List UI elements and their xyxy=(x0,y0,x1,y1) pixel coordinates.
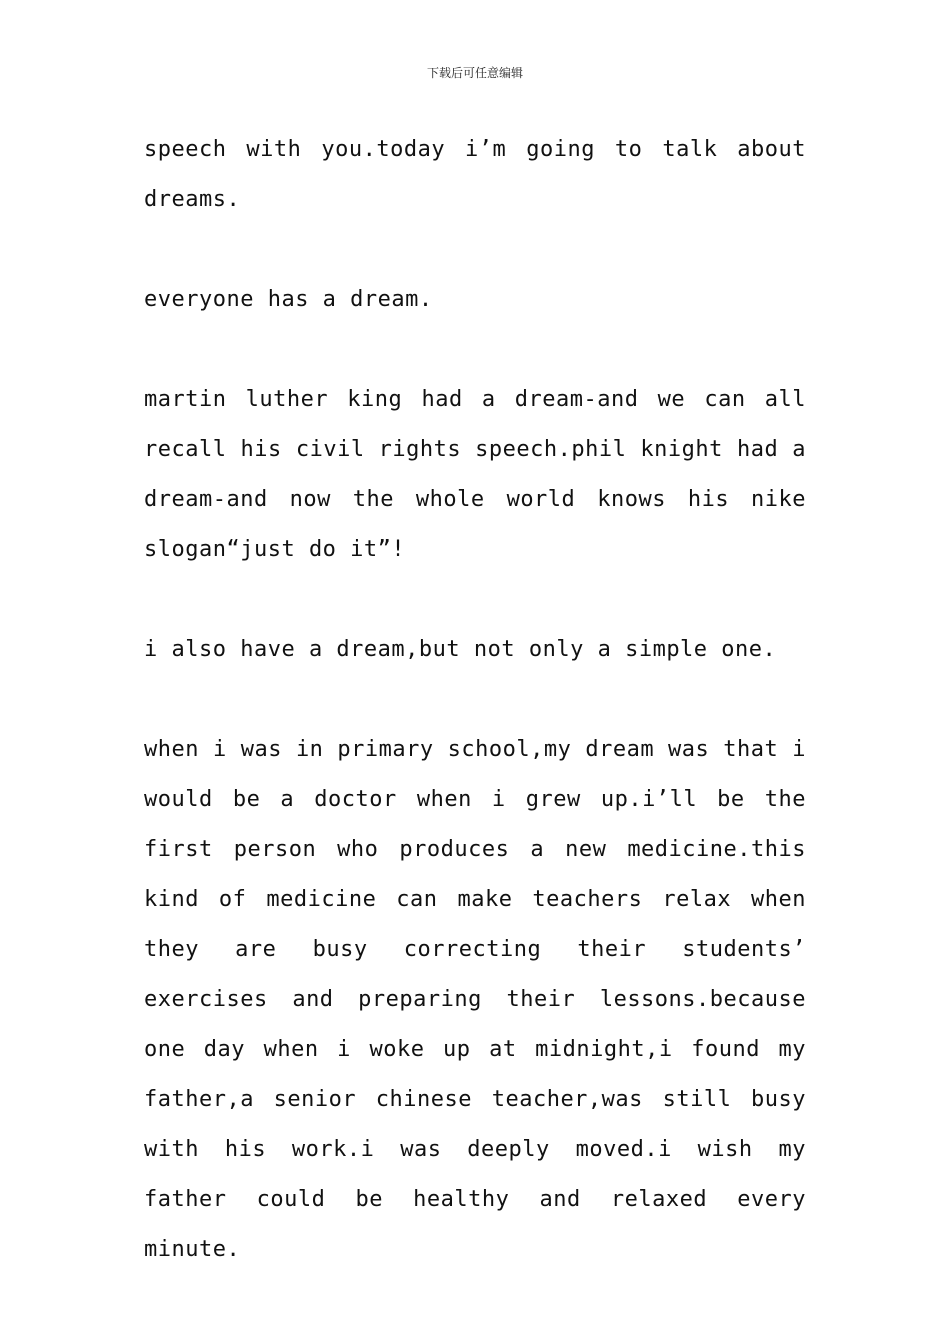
paragraph-5: when i was in primary school,my dream was that i would be a doctor when i grew up.i’ll be the first person who produces a new medicine.this kind of medicine can make teachers relax when they are busy correcting their students’ exercises and preparing their lessons.because one day when i woke up at midnight,i found my father,a senior chinese teacher,was still busy with his work.i was deeply moved.i wish my father could be healthy and relaxed every minute. xyxy=(144,737,806,1262)
paragraph-4: i also have a dream,but not only a simple one. xyxy=(144,637,777,662)
page-header: 下载后可任意编辑 xyxy=(426,66,523,80)
paragraph-3: martin luther king had a dream-and we can all recall his civil rights speech.phil knight had a dream-and now the whole world knows his nike slogan“just do it”! xyxy=(144,387,806,562)
paragraph-2: everyone has a dream. xyxy=(144,287,433,312)
paragraph-1: speech with you.today i’m going to talk about dreams. xyxy=(144,137,806,212)
document-body xyxy=(144,125,806,1325)
